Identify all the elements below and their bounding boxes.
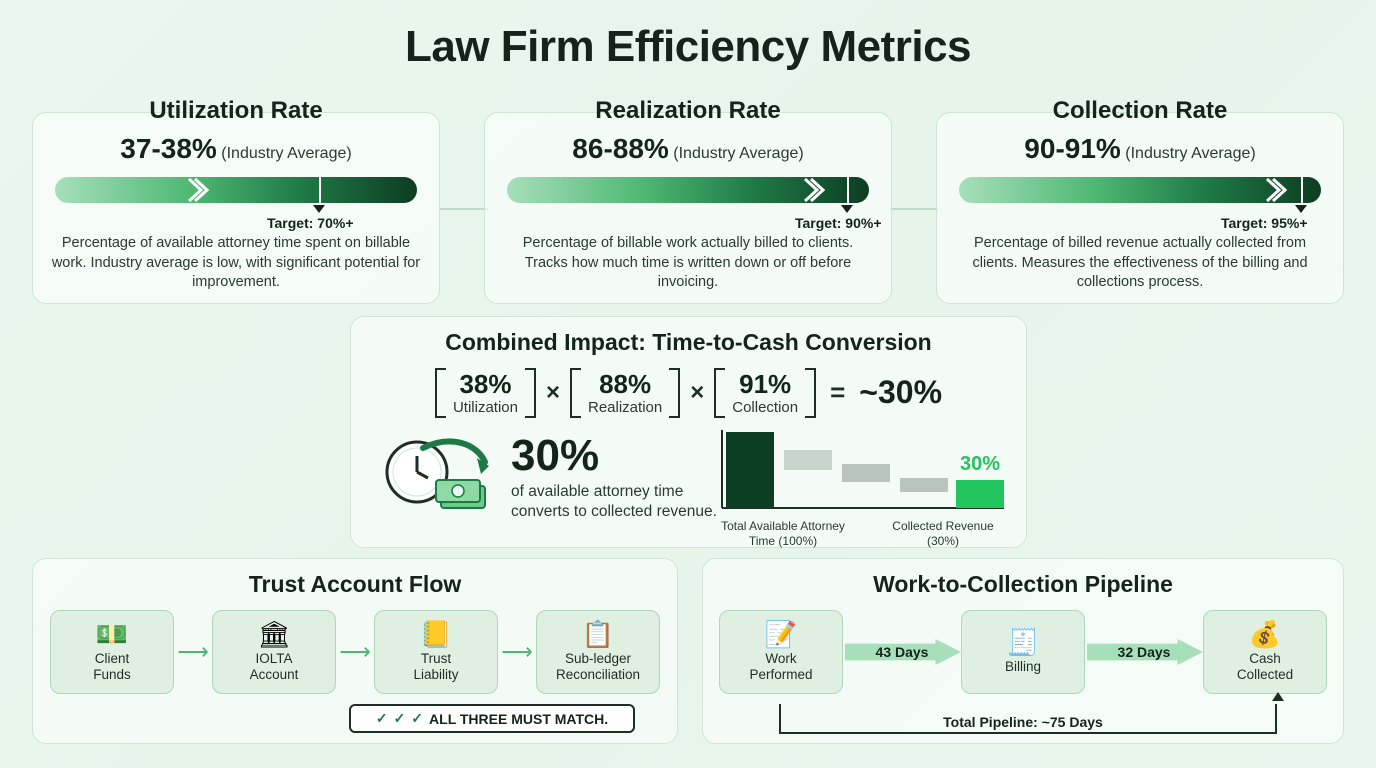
- progress-arrow-icon: [1265, 177, 1287, 203]
- pipeline-arrow-1-label: 43 Days: [875, 644, 929, 660]
- factor-value: 88%: [599, 369, 652, 399]
- metric-value-note: (Industry Average): [221, 145, 352, 162]
- check-icon-1: ✓: [375, 710, 388, 726]
- factor-utilization: [435, 368, 536, 418]
- node-label: Client Funds: [93, 650, 131, 682]
- factor-collection: [714, 368, 816, 418]
- node-label: Billing: [1004, 658, 1042, 674]
- equals-operator: =: [830, 377, 846, 408]
- target-label: Target: 70%+: [267, 215, 354, 231]
- metric-description: Percentage of available attorney time spent on billable work. Industry average is low, with significant potential for improvement.: [51, 235, 421, 291]
- target-label: Target: 90%+: [795, 215, 882, 231]
- progress-arrow-icon: [187, 177, 209, 203]
- metric-value: 90-91%: [1024, 133, 1121, 164]
- pipeline-title: Work-to-Collection Pipeline: [873, 571, 1173, 597]
- flow-arrow-1-icon: ⟶: [177, 639, 209, 664]
- target-tick: [847, 175, 849, 205]
- metric-bar-track: [959, 177, 1321, 203]
- combined-impact-panel: [350, 316, 1027, 548]
- ledger-icon: 📒: [419, 618, 453, 649]
- node-label: Trust Liability: [413, 650, 459, 682]
- metric-bar: [507, 177, 882, 231]
- svg-text:30%: 30%: [959, 452, 1001, 475]
- target-tick: [1301, 175, 1303, 205]
- combined-result: ~30%: [859, 374, 943, 411]
- factor-value: 91%: [739, 369, 792, 399]
- target-triangle-icon: [1295, 205, 1307, 213]
- combined-title: Combined Impact: Time-to-Cash Conversion: [445, 329, 932, 355]
- factor-realization: [570, 368, 680, 418]
- metric-card-realization: [484, 97, 892, 304]
- combined-bottom: [351, 428, 1026, 549]
- factor-label: Collection: [732, 398, 799, 416]
- metric-card-collection: [936, 97, 1344, 304]
- metric-value-line: [49, 133, 423, 165]
- metric-value-line: [953, 133, 1327, 165]
- target-triangle-icon: [841, 205, 853, 213]
- metric-bar: [55, 177, 417, 231]
- pipeline-arrow-1: [843, 644, 961, 660]
- pipeline-arrow-2: [1085, 644, 1203, 660]
- trust-flow-title: Trust Account Flow: [248, 571, 462, 597]
- waterfall-start-caption: Total Available Attorney Time (100%): [721, 518, 845, 548]
- trust-account-flow-panel: [32, 558, 678, 744]
- metrics-row: [32, 97, 1344, 304]
- waterfall-end-caption: Collected Revenue (30%): [892, 518, 994, 548]
- metric-bar-track: [55, 177, 417, 203]
- target-tick: [319, 175, 321, 205]
- target-label: Target: 95%+: [1221, 215, 1308, 231]
- pipeline-panel: [702, 558, 1344, 744]
- node-subledger-reconciliation[interactable]: [536, 610, 660, 694]
- node-cash-collected[interactable]: [1203, 610, 1327, 694]
- conversion-percentage: 30%: [511, 430, 600, 480]
- must-match-banner: [349, 704, 635, 733]
- node-label: Sub-ledger Reconciliation: [555, 650, 641, 682]
- metric-bar-track: [507, 177, 869, 203]
- factor-label: Realization: [588, 398, 663, 416]
- metric-bar: [959, 177, 1321, 231]
- node-label: Cash Collected: [1236, 650, 1294, 682]
- metric-value: 37-38%: [120, 133, 217, 164]
- multiply-operator-2: ×: [690, 378, 705, 406]
- document-pen-icon: 📝: [764, 618, 798, 649]
- trust-flow-nodes: [33, 610, 677, 694]
- flow-arrow-3-icon: ⟶: [501, 639, 533, 664]
- factor-value: 38%: [459, 369, 512, 399]
- node-work-performed[interactable]: [719, 610, 843, 694]
- metric-card-utilization: [32, 97, 440, 304]
- money-bag-icon: 💰: [1248, 618, 1282, 649]
- node-trust-liability[interactable]: [374, 610, 498, 694]
- clock-to-money-icon: [381, 428, 501, 520]
- target-triangle-icon: [313, 205, 325, 213]
- metric-title: Utilization Rate: [149, 97, 323, 124]
- multiply-operator: ×: [545, 378, 560, 406]
- bank-icon: 🏛: [257, 618, 291, 649]
- factor-label: Utilization: [452, 398, 518, 416]
- metric-value-note: (Industry Average): [1125, 145, 1256, 162]
- pipeline-total-wrap: [703, 714, 1343, 730]
- check-icon-3: ✓: [411, 710, 424, 726]
- metric-title: Collection Rate: [1052, 97, 1228, 124]
- node-billing[interactable]: [961, 610, 1085, 694]
- metric-description: Percentage of billed revenue actually collected from clients. Measures the effectiveness of the billing and collections process.: [972, 235, 1308, 291]
- money-bill-icon: 💵: [95, 618, 129, 649]
- waterfall-captions: [718, 519, 1008, 549]
- pipeline-nodes: [703, 610, 1343, 694]
- metric-description: Percentage of billable work actually billed to clients. Tracks how much time is written down or off before invoicing.: [522, 235, 854, 291]
- flow-arrow-2-icon: ⟶: [339, 639, 371, 664]
- waterfall-chart: [718, 428, 1008, 549]
- must-match-text: ALL THREE MUST MATCH.: [429, 710, 609, 727]
- metric-value: 86-88%: [572, 133, 669, 164]
- metric-value-note: (Industry Average): [673, 145, 804, 162]
- node-client-funds[interactable]: [50, 610, 174, 694]
- node-label: IOLTA Account: [249, 650, 299, 682]
- metric-title: Realization Rate: [595, 97, 781, 124]
- pipeline-arrow-up-icon: [1272, 692, 1284, 701]
- metric-value-line: [501, 133, 875, 165]
- clipboard-icon: 📋: [581, 618, 615, 649]
- node-iolta-account[interactable]: [212, 610, 336, 694]
- node-label: Work Performed: [749, 650, 813, 682]
- formula-row: [351, 368, 1026, 418]
- check-icon-2: ✓: [393, 710, 406, 726]
- invoice-icon: 🧾: [1006, 626, 1040, 657]
- page-title: Law Firm Efficiency Metrics: [404, 22, 972, 71]
- progress-arrow-icon: [803, 177, 825, 203]
- pipeline-arrow-2-label: 32 Days: [1117, 644, 1171, 660]
- pipeline-total-label: Total Pipeline: ~75 Days: [943, 714, 1103, 730]
- conversion-text: of available attorney time converts to collected revenue.: [511, 482, 717, 520]
